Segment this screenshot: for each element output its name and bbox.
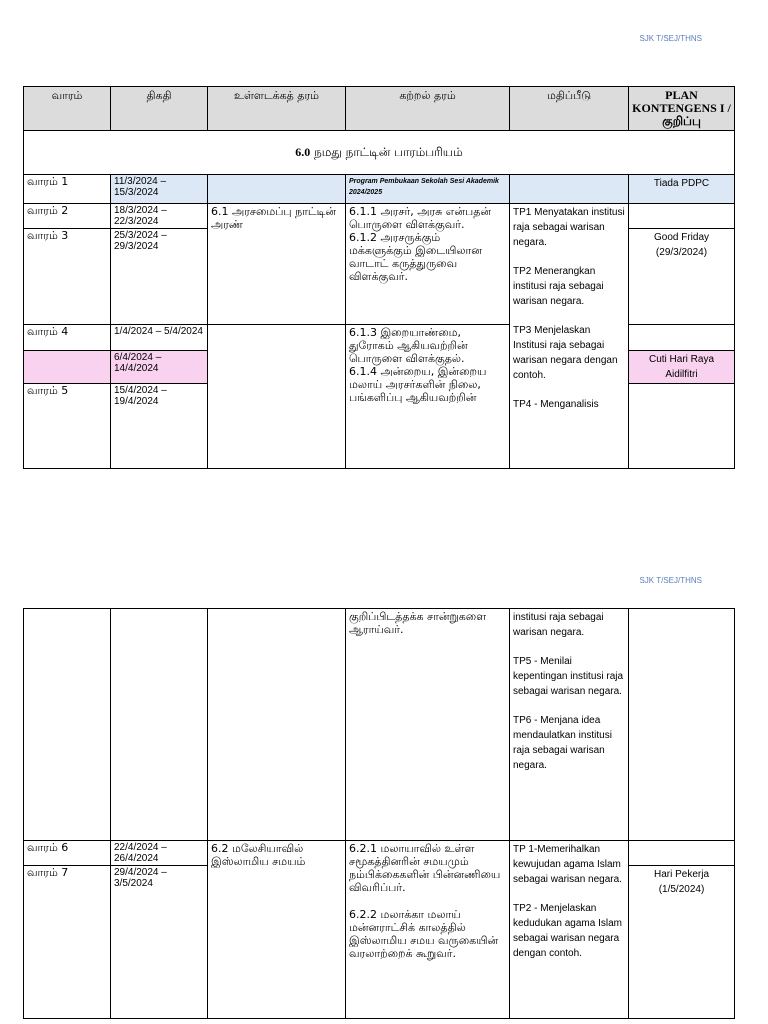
assessment-tp4-continued: institusi raja sebagai warisan negara. — [513, 612, 604, 638]
assessment-tp4: TP4 - Menganalisis — [513, 399, 599, 410]
plan-note — [629, 204, 735, 229]
assessment-tp1: TP 1-Memerihalkan kewujudan agama Islam sebagai warisan negara. — [513, 844, 622, 885]
assessment-cell — [510, 841, 629, 1019]
document-code: SJK T/SEJ/THNS — [639, 576, 702, 585]
assessment-tp1: TP1 Menyatakan institusi raja sebagai warisan negara. — [513, 207, 625, 248]
week-cell: வாரம் 3 — [24, 229, 111, 325]
lesson-plan-table-page2 — [23, 608, 735, 1019]
unit-name: நமது நாட்டின் பாரம்பரியம் — [314, 144, 463, 159]
week-cell: வாரம் 1 — [24, 175, 111, 204]
week-cell: வாரம் 5 — [24, 384, 111, 469]
header-row — [24, 87, 735, 131]
table-row — [24, 609, 735, 841]
assessment-tp2: TP2 - Menjelaskan kedudukan agama Islam sebagai warisan negara dengan contoh. — [513, 903, 622, 959]
content-standard-cell: 6.1 அரசமைப்பு நாட்டின் அரண் — [208, 204, 346, 325]
unit-title — [24, 131, 735, 175]
content-standard-cell: 6.2 மலேசியாவில் இஸ்லாமிய சமயம் — [208, 841, 346, 1019]
col-plan-notes: PLAN KONTENGENS I /குறிப்பு — [629, 87, 735, 131]
col-learning-standard: கற்றல் தரம் — [346, 87, 510, 131]
col-assessment: மதிப்பீடு — [510, 87, 629, 131]
lesson-plan-table-page1 — [23, 86, 735, 469]
learning-standard-6-1-4: 6.1.4 அன்றைய, இன்றைய மலாய் அரசர்களின் நிலை, பங்களிப்பு ஆகியவற்றின் — [349, 365, 487, 404]
program-note: Program Pembukaan Sekolah Sesi Akademik 2024/2025 — [346, 175, 510, 204]
table-row — [24, 204, 735, 229]
plan-note: Tiada PDPC — [629, 175, 735, 204]
content-standard-cell — [208, 325, 346, 469]
date-cell: 1/4/2024 – 5/4/2024 — [111, 325, 208, 351]
plan-note — [629, 609, 735, 841]
week-cell: வாரம் 7 — [24, 866, 111, 1019]
holiday-note: Cuti Hari Raya Aidilfitri — [629, 351, 735, 384]
table-row — [24, 325, 735, 351]
plan-note: Good Friday (29/3/2024) — [629, 229, 735, 325]
learning-standard-6-2-1: 6.2.1 மலாயாவில் உள்ள சமூகத்தினரின் சமயமும் நம்பிக்கைகளின் பின்னணியை விவரிப்பர். — [349, 842, 501, 894]
assessment-tp3: TP3 Menjelaskan Institusi raja sebagai warisan negara dengan contoh. — [513, 325, 618, 381]
date-cell — [111, 609, 208, 841]
col-date: திகதி — [111, 87, 208, 131]
table-row — [24, 841, 735, 866]
learning-standard-6-1-3: 6.1.3 இறையாண்மை, துரோகம் ஆகியவற்றின் பொருளை விளக்குதல். — [349, 326, 468, 365]
date-cell: 22/4/2024 – 26/4/2024 — [111, 841, 208, 866]
assessment-tp6: TP6 - Menjana idea mendaulatkan institusi raja sebagai warisan negara. — [513, 715, 612, 771]
assessment-cell — [510, 204, 629, 469]
document-code: SJK T/SEJ/THNS — [639, 34, 702, 43]
week-cell — [24, 351, 111, 384]
date-cell: 25/3/2024 – 29/3/2024 — [111, 229, 208, 325]
col-week: வாரம் — [24, 87, 111, 131]
week-cell — [24, 609, 111, 841]
learning-standard-6-1-2: 6.1.2 அரசருக்கும் மக்களுக்கும் இடையிலான வாடாட் கருத்துருவை விளக்குவர். — [349, 231, 482, 283]
learning-standard-6-1-1: 6.1.1 அரசர், அரசு என்பதன் பொருளை விளக்குவர். — [349, 205, 492, 231]
assessment-cell — [510, 175, 629, 204]
assessment-cell — [510, 609, 629, 841]
date-cell: 6/4/2024 – 14/4/2024 — [111, 351, 208, 384]
unit-title-row — [24, 131, 735, 175]
week-cell: வாரம் 4 — [24, 325, 111, 351]
learning-standard-cell — [346, 325, 510, 469]
date-cell: 11/3/2024 – 15/3/2024 — [111, 175, 208, 204]
unit-number: 6.0 — [295, 144, 311, 159]
col-content-standard: உள்ளடக்கத் தரம் — [208, 87, 346, 131]
week-cell: வாரம் 6 — [24, 841, 111, 866]
learning-standard-cell — [346, 204, 510, 325]
content-cell — [208, 175, 346, 204]
date-cell: 15/4/2024 – 19/4/2024 — [111, 384, 208, 469]
learning-standard-cell — [346, 841, 510, 1019]
plan-note — [629, 325, 735, 351]
assessment-tp5: TP5 - Menilai kepentingan institusi raja sebagai warisan negara. — [513, 656, 624, 697]
plan-note — [629, 841, 735, 866]
week-cell: வாரம் 2 — [24, 204, 111, 229]
learning-standard-cell: குறிப்பிடத்தக்க சான்றுகளை ஆராய்வர். — [346, 609, 510, 841]
plan-note — [629, 384, 735, 469]
plan-note: Hari Pekerja (1/5/2024) — [629, 866, 735, 1019]
table-row — [24, 175, 735, 204]
date-cell: 18/3/2024 – 22/3/2024 — [111, 204, 208, 229]
content-standard-cell — [208, 609, 346, 841]
assessment-tp2: TP2 Menerangkan institusi raja sebagai warisan negara. — [513, 266, 604, 307]
date-cell: 29/4/2024 – 3/5/2024 — [111, 866, 208, 1019]
learning-standard-6-2-2: 6.2.2 மலாக்கா மலாய் மன்னராட்சிக் காலத்தில் இஸ்லாமிய சமய வருகையின் வரலாற்றைக் கூறுவர். — [349, 908, 499, 960]
